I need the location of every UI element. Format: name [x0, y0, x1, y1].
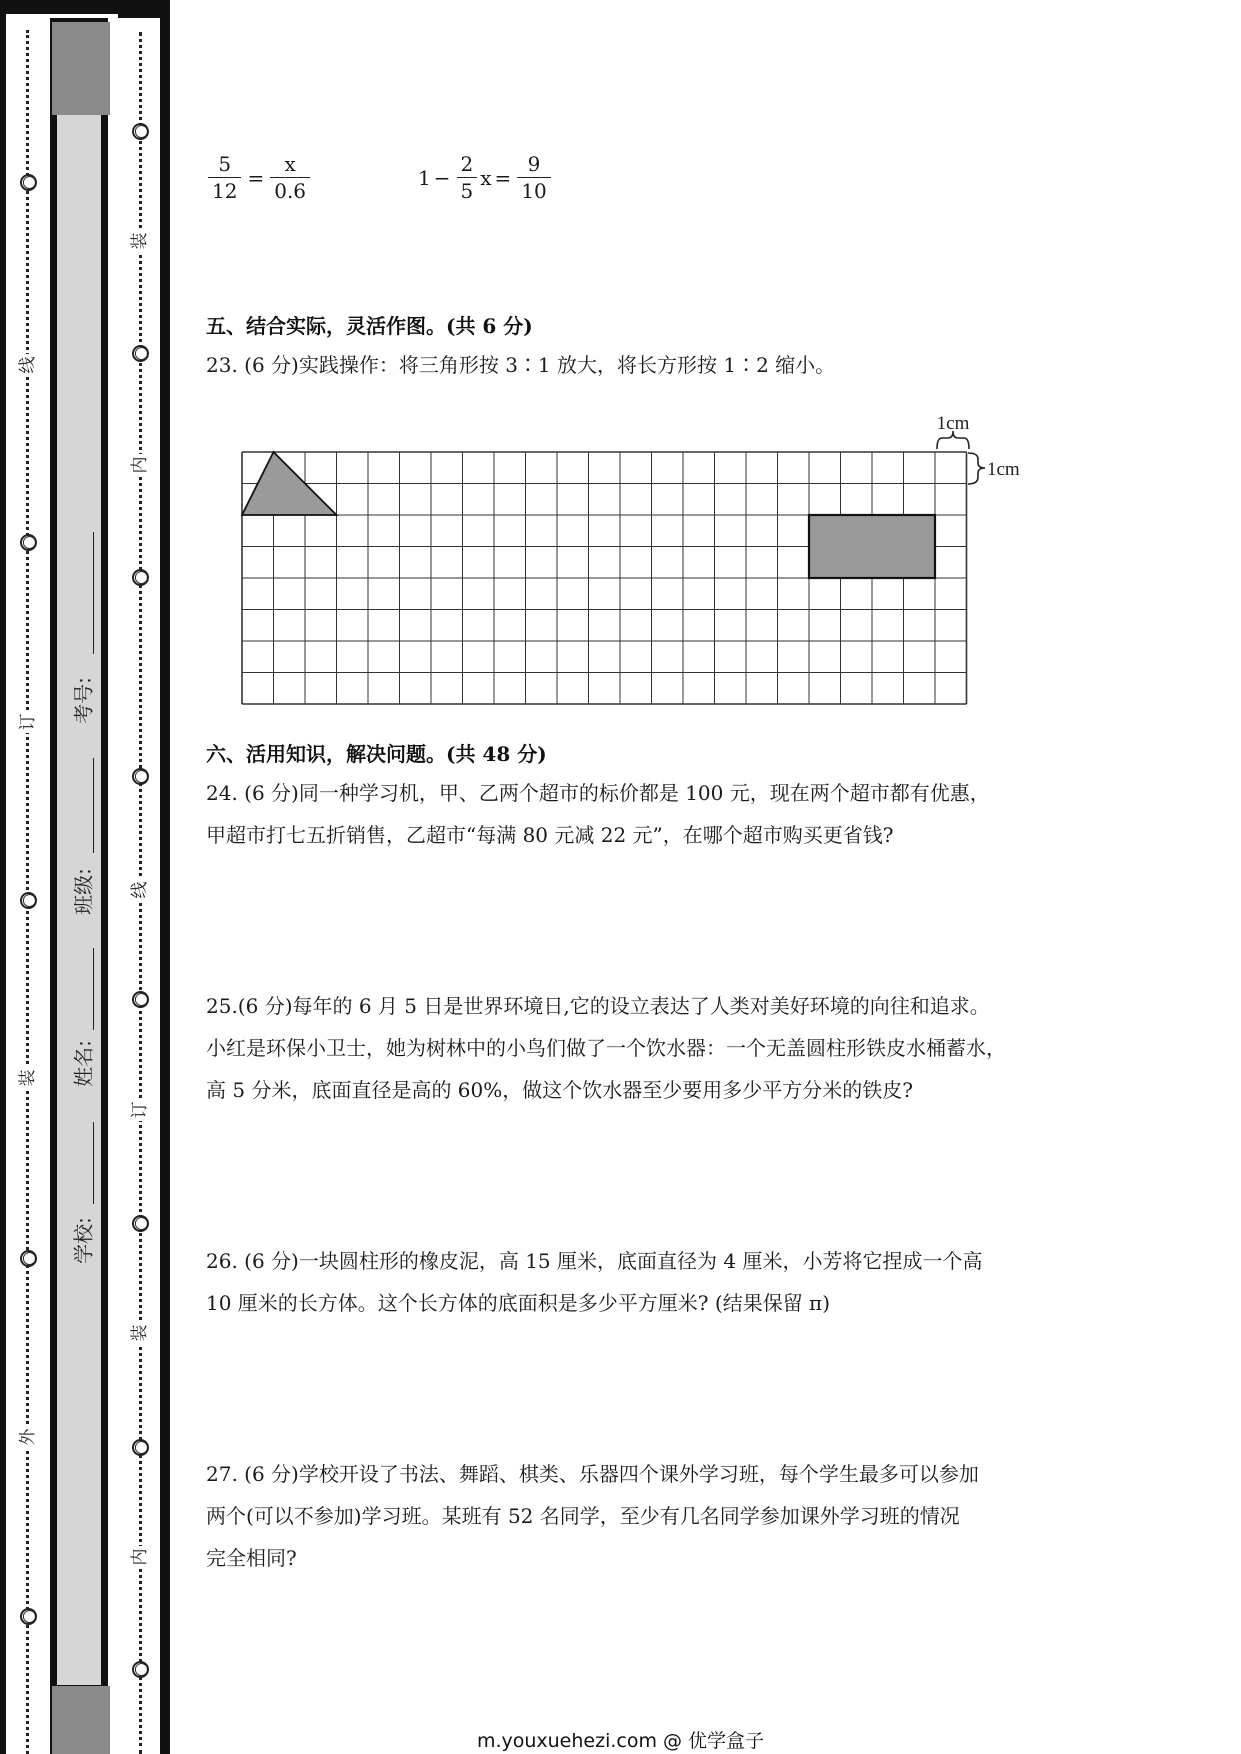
numerator: 5 [218, 152, 232, 176]
question-27-line-3: 完全相同? [206, 1546, 297, 1570]
binding-circle-marker: ○ [134, 567, 149, 587]
binding-marker-xian: 线 [127, 879, 153, 901]
name-label: 姓名: [71, 1040, 96, 1087]
cell-width-label: 1cm [936, 413, 970, 434]
school-field[interactable] [93, 1122, 94, 1204]
binding-circle-marker: ○ [134, 121, 149, 141]
binding-circle-marker: ○ [22, 172, 37, 192]
binding-marker-zhuang: 装 [127, 230, 153, 252]
binding-marker-zhuang: 装 [15, 1067, 41, 1089]
binding-circle-marker: ○ [22, 1606, 37, 1626]
binding-circle-marker: ○ [134, 1437, 149, 1457]
question-25 [206, 985, 1066, 1111]
binding-marker-xian: 线 [15, 354, 41, 376]
cell-height-label: 1cm [987, 459, 1020, 480]
binding-marker-wai: 外 [15, 1426, 41, 1448]
question-27-line-1: 27. (6 分)学校开设了书法、舞蹈、棋类、乐器四个课外学习班，每个学生最多可以参加 [206, 1462, 979, 1486]
binding-circle-marker: ○ [134, 1659, 149, 1679]
binding-circle-marker: ○ [134, 343, 149, 363]
numerator: 9 [527, 152, 541, 176]
question-26-line-1: 26. (6 分)一块圆柱形的橡皮泥，高 15 厘米，底面直径为 4 厘米，小芳将它捏成一个高 [206, 1249, 983, 1273]
binding-marker-nei: 内 [127, 1546, 153, 1568]
constant-term: 1 [418, 165, 431, 190]
binding-marker-zhuang: 装 [127, 1322, 153, 1344]
question-24-line-2: 甲超市打七五折销售，乙超市“每满 80 元减 22 元”，在哪个超市购买更省钱? [206, 823, 894, 847]
denominator: 5 [457, 177, 478, 203]
question-24-line-1: 24. (6 分)同一种学习机，甲、乙两个超市的标价都是 100 元，现在两个超市都有优惠， [206, 781, 990, 805]
grid-figure [0, 0, 1241, 720]
right-brace [968, 453, 985, 484]
section-5-title: 五、结合实际，灵活作图。(共 6 分) [206, 314, 533, 338]
school-label: 学校: [71, 1217, 96, 1264]
question-25-line-3: 高 5 分米，底面直径是高的 60%，做这个饮水器至少要用多少平方分米的铁皮? [206, 1078, 913, 1102]
footer-url[interactable]: m.youxuehezi.com @ 优学盒子 [476, 1730, 765, 1752]
numerator: 2 [460, 152, 474, 176]
question-27-line-2: 两个(可以不参加)学习班。某班有 52 名同学，至少有几名同学参加课外学习班的情况 [206, 1504, 960, 1528]
denominator: 10 [517, 177, 550, 203]
shaded-rectangle [809, 515, 935, 578]
denominator: 12 [208, 177, 241, 203]
binding-circle-marker: ○ [134, 766, 149, 786]
numerator: x [284, 152, 296, 176]
binding-circle-marker: ○ [22, 532, 37, 552]
question-25-line-1: 25.(6 分)每年的 6 月 5 日是世界环境日,它的设立表达了人类对美好环境的向往和追求。 [206, 994, 990, 1018]
variable: x [480, 165, 492, 190]
binding-circle-marker: ○ [22, 1248, 37, 1268]
binding-circle-marker: ○ [134, 989, 149, 1009]
binding-marker-ding: 订 [127, 1099, 153, 1121]
question-24 [206, 772, 1066, 856]
class-field[interactable] [93, 758, 94, 853]
binding-circle-marker: ○ [22, 890, 37, 910]
equals-sign: = [247, 165, 265, 190]
binding-marker-ding: 订 [15, 711, 41, 733]
question-26-line-2: 10 厘米的长方体。这个长方体的底面积是多少平方厘米? (结果保留 π) [206, 1291, 830, 1315]
binding-marker-nei: 内 [127, 454, 153, 476]
binding-circle-marker: ○ [134, 1213, 149, 1233]
question-23: 23. (6 分)实践操作：将三角形按 3∶1 放大，将长方形按 1∶2 缩小。 [206, 353, 836, 377]
minus-sign: − [433, 165, 451, 190]
exam-number-label: 考号: [71, 677, 96, 724]
section-6-title: 六、活用知识，解决问题。(共 48 分) [206, 742, 547, 766]
denominator: 0.6 [270, 177, 310, 203]
equals-sign: = [494, 165, 512, 190]
question-25-line-2: 小红是环保小卫士，她为树林中的小鸟们做了一个饮水器：一个无盖圆柱形铁皮水桶蓄水， [206, 1036, 1006, 1060]
class-label: 班级: [71, 868, 96, 915]
question-26 [206, 1240, 1066, 1324]
question-27 [206, 1453, 1066, 1579]
name-field[interactable] [93, 948, 94, 1030]
